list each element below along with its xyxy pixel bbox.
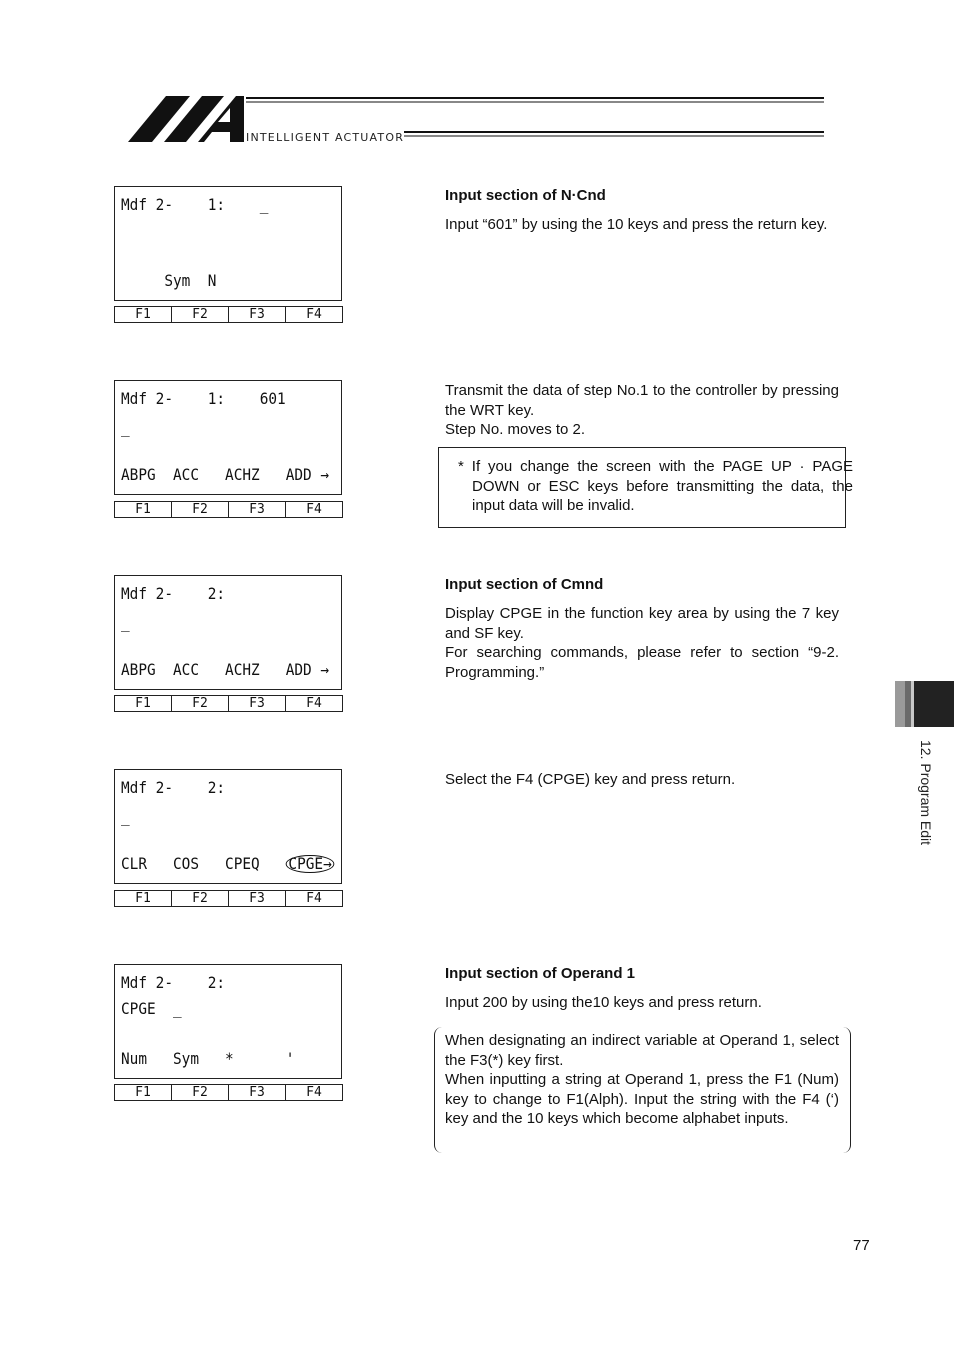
f1-key[interactable]: F1 — [135, 696, 151, 711]
lcd-line: ABPG ACC ACHZ ADD → — [121, 660, 330, 679]
f4-key[interactable]: F4 — [285, 1085, 342, 1100]
lcd-screen-3 — [114, 575, 342, 690]
lcd-screen-1 — [114, 186, 342, 301]
lcd-line: _ — [121, 807, 130, 826]
page-number: 77 — [853, 1237, 870, 1254]
lcd-line: Mdf 2- 2: — [121, 584, 226, 603]
iai-logo — [126, 92, 826, 148]
f3-key[interactable]: F3 — [228, 891, 285, 906]
section-heading-operand1: Input section of Operand 1 — [445, 965, 636, 982]
chapter-label: 12. Program Edit — [918, 740, 934, 846]
f3-key[interactable]: F3 — [228, 307, 285, 322]
lcd-line: _ — [121, 613, 130, 632]
function-key-bar-5 — [114, 1084, 343, 1101]
lcd-line — [121, 854, 334, 873]
lcd-line: Mdf 2- 1: _ — [121, 195, 269, 214]
f2-key[interactable]: F2 — [171, 696, 228, 711]
f2-key[interactable]: F2 — [171, 502, 228, 517]
lcd-line: ABPG ACC ACHZ ADD → — [121, 465, 330, 484]
section-heading-ncnd: Input section of N·Cnd — [445, 187, 606, 204]
f2-key[interactable]: F2 — [171, 891, 228, 906]
function-key-bar-3 — [114, 695, 343, 712]
f3-key[interactable]: F3 — [228, 696, 285, 711]
f1-key[interactable]: F1 — [135, 307, 151, 322]
f2-key[interactable]: F2 — [171, 307, 228, 322]
lcd-line: Mdf 2- 2: — [121, 973, 226, 992]
f3-key[interactable]: F3 — [228, 1085, 285, 1100]
section-body-cmnd-1: Display CPGE in the function key area by using the 7 key and SF key. — [445, 605, 839, 642]
lcd-screen-4 — [114, 769, 342, 884]
bracket-note-text — [445, 1031, 839, 1129]
f4-key[interactable]: F4 — [285, 307, 342, 322]
f1-key[interactable]: F1 — [135, 1085, 151, 1100]
f4-key[interactable]: F4 — [285, 502, 342, 517]
lcd-screen-5 — [114, 964, 342, 1079]
tab-stripe — [895, 681, 905, 727]
function-key-bar-2 — [114, 501, 343, 518]
f1-key[interactable]: F1 — [135, 891, 151, 906]
section-body-cmnd-2: For searching commands, please refer to section “9-2. Programming.” — [445, 644, 839, 681]
f2-key[interactable]: F2 — [171, 1085, 228, 1100]
lcd-line: Mdf 2- 1: 601 — [121, 389, 286, 408]
f4-key[interactable]: F4 — [285, 891, 342, 906]
f3-key[interactable]: F3 — [228, 502, 285, 517]
cpge-circled-label: CPGE→ — [286, 855, 335, 873]
function-key-bar-1 — [114, 306, 343, 323]
note-text: * If you change the screen with the PAGE UP · PAGE DOWN or ESC keys before transmitting the data, the input data will be invalid. — [458, 458, 853, 514]
lcd-line: _ — [121, 418, 130, 437]
logo-text: INTELLIGENT ACTUATOR — [246, 131, 405, 144]
lcd-line: Num Sym * ' — [121, 1049, 295, 1068]
section-body-step: Step No. moves to 2. — [445, 421, 586, 438]
section-body-operand1: Input 200 by using the10 keys and press return. — [445, 994, 762, 1011]
lcd-screen-2 — [114, 380, 342, 495]
f4-key[interactable]: F4 — [285, 696, 342, 711]
section-body-ncnd: Input “601” by using the 10 keys and press the return key. — [445, 216, 828, 233]
lcd-line: Mdf 2- 2: — [121, 778, 226, 797]
bracket-note-line-2: When inputting a string at Operand 1, press the F1 (Num) key to change to F1(Alph). Input the string with the F4 (‘) key and the 10 keys which become alphabet inputs. — [445, 1071, 839, 1127]
function-key-bar-4 — [114, 890, 343, 907]
f1-key[interactable]: F1 — [135, 502, 151, 517]
bracket-note-line-1: When designating an indirect variable at Operand 1, select the F3(*) key first. — [445, 1032, 839, 1069]
section-body-select: Select the F4 (CPGE) key and press return. — [445, 771, 736, 788]
chapter-tab — [895, 681, 954, 727]
lcd-line: Sym N — [121, 271, 217, 290]
tab-block — [914, 681, 954, 727]
section-heading-cmnd: Input section of Cmnd — [445, 576, 604, 593]
lcd-line: CPGE _ — [121, 999, 182, 1018]
section-body-wrt: Transmit the data of step No.1 to the controller by pressing the WRT key. — [445, 382, 839, 419]
lcd-line-prefix: CLR COS CPEQ — [121, 854, 286, 873]
